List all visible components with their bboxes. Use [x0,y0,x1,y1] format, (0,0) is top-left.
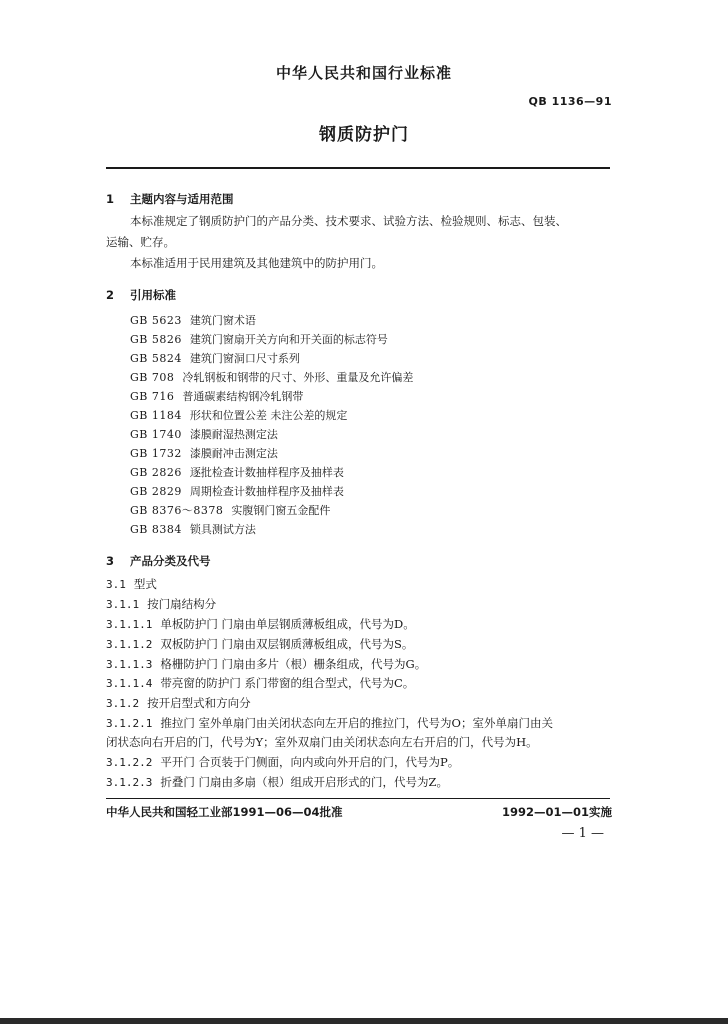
clause-item [106,617,415,632]
approval-date: 中华人民共和国轻工业部1991—06—04批准 [106,805,343,819]
section-title: 主题内容与适用范围 [130,192,234,206]
reference-item [130,425,413,444]
clause-item [106,696,251,711]
section-1-paragraph-2: 本标准适用于民用建筑及其他建筑中的防护用门。 [130,256,383,270]
clause-number: 3.1.1.4 [106,677,153,690]
clause-item [106,716,553,731]
clause-item-continued [106,735,538,750]
header-divider [106,167,610,169]
reference-title: 漆膜耐湿热测定法 [189,428,278,441]
reference-item [130,387,413,406]
clause-item [106,577,157,592]
section-2-heading [106,287,176,303]
footer-divider [106,798,610,799]
reference-title: 漆膜耐冲击测定法 [189,447,278,460]
clause-number: 3.1.2 [106,697,140,710]
clause-text: 带亮窗的防护门 系门带窗的组合型式，代号为C。 [160,676,415,690]
reference-title: 形状和位置公差 未注公差的规定 [189,409,348,422]
reference-code: GB 8384 [130,523,182,536]
reference-code: GB 708 [130,371,175,384]
reference-title: 逐批检查计数抽样程序及抽样表 [189,466,344,479]
reference-code: GB 2829 [130,485,182,498]
clause-text: 闭状态向右开启的门，代号为Y；室外双扇门由关闭状态向左右开启的门，代号为H。 [106,735,538,749]
reference-title: 实腹钢门窗五金配件 [231,504,331,517]
reference-item [130,311,413,330]
clause-item [106,597,216,612]
scan-border [0,1018,728,1024]
clause-text: 折叠门 门扇由多扇（根）组成开启形式的门，代号为Z。 [160,775,449,789]
clause-item [106,637,413,652]
section-3-heading [106,553,211,569]
reference-title: 建筑门窗洞口尺寸系列 [189,352,300,365]
reference-list [130,311,413,539]
document-title: 钢质防护门 [319,125,409,145]
reference-item [130,368,413,387]
clause-number: 3.1 [106,578,126,591]
section-title: 引用标准 [130,288,177,302]
reference-title: 建筑门窗扇开关方向和开关面的标志符号 [189,333,388,346]
reference-code: GB 716 [130,390,175,403]
clause-text: 双板防护门 门扇由双层钢质薄板组成，代号为S。 [160,637,414,651]
reference-item [130,463,413,482]
standard-number: QB 1136—91 [528,95,612,108]
reference-item [130,330,413,349]
clause-number: 3.1.2.3 [106,776,153,789]
reference-title: 冷轧钢板和钢带的尺寸、外形、重量及允许偏差 [182,371,414,384]
reference-item [130,406,413,425]
section-1-heading [106,191,234,207]
clause-item [106,657,426,672]
reference-item [130,501,413,520]
clause-text: 按门扇结构分 [147,597,217,611]
section-number: 1 [106,192,115,206]
clause-text: 格栅防护门 门扇由多片（根）栅条组成，代号为G。 [160,657,427,671]
reference-item [130,349,413,368]
clause-number: 3.1.2.2 [106,756,153,769]
reference-item [130,520,413,539]
clause-number: 3.1.1.3 [106,658,153,671]
clause-number: 3.1.2.1 [106,717,153,730]
section-1-paragraph-1: 本标准规定了钢质防护门的产品分类、技术要求、试验方法、检验规则、标志、包装、 [130,214,567,228]
reference-code: GB 1184 [130,409,182,422]
section-1-paragraph-1-continued: 运输、贮存。 [106,235,175,249]
clause-text: 单板防护门 门扇由单层钢质薄板组成，代号为D。 [160,617,415,631]
reference-title: 普通碳素结构钢冷轧钢带 [182,390,304,403]
implementation-date: 1992—01—01实施 [501,805,612,819]
reference-code: GB 1732 [130,447,182,460]
clause-text: 按开启型式和方向分 [147,696,251,710]
reference-code: GB 5826 [130,333,182,346]
reference-code: GB 5824 [130,352,182,365]
section-title: 产品分类及代号 [130,554,211,568]
reference-title: 锁具测试方法 [189,523,256,536]
clause-number: 3.1.1.2 [106,638,153,651]
clause-text: 推拉门 室外单扇门由关闭状态向左开启的推拉门，代号为O；室外单扇门由关 [160,716,553,730]
reference-title: 建筑门窗术语 [189,314,256,327]
reference-code: GB 1740 [130,428,182,441]
reference-title: 周期检查计数抽样程序及抽样表 [189,485,344,498]
page-number: — 1 — [561,826,604,841]
clause-number: 3.1.1.1 [106,618,153,631]
clause-item [106,775,448,790]
reference-item [130,444,413,463]
reference-item [130,482,413,501]
clause-item [106,676,414,691]
clause-item [106,755,459,770]
clause-number: 3.1.1 [106,598,140,611]
reference-code: GB 8376～8378 [130,504,224,517]
reference-code: GB 5623 [130,314,182,327]
section-number: 3 [106,554,115,568]
clause-text: 型式 [133,577,157,591]
reference-code: GB 2826 [130,466,182,479]
issuing-authority: 中华人民共和国行业标准 [275,64,452,82]
section-number: 2 [106,288,115,302]
clause-text: 平开门 合页装于门侧面，向内或向外开启的门，代号为P。 [160,755,460,769]
